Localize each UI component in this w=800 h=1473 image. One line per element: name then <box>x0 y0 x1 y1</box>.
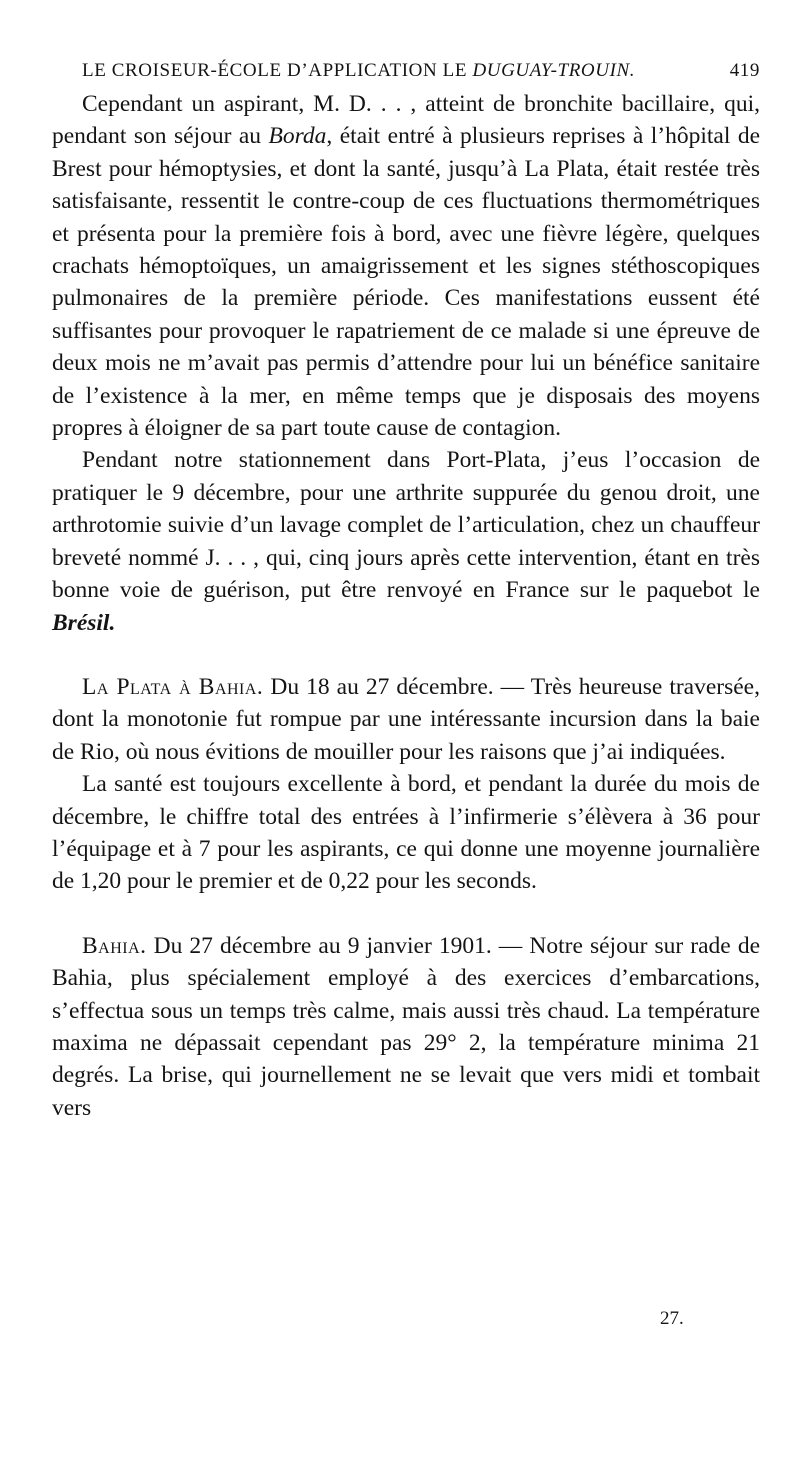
running-title <box>82 60 635 82</box>
section-heading: Bahia. <box>82 932 147 959</box>
signature-mark: 27. <box>660 1308 684 1329</box>
body-text <box>52 88 760 1124</box>
running-title-prefix: LE CROISEUR-ÉCOLE D’APPLICATION LE <box>82 60 473 81</box>
running-header <box>52 56 760 88</box>
page-number: 419 <box>729 60 760 81</box>
paragraph <box>52 88 760 444</box>
running-title-ship: DUGUAY-TROUIN. <box>472 60 636 81</box>
ship-name-bresil: Brésil. <box>52 609 116 636</box>
paragraph-text: Pendant notre stationnement dans Port-Plata, j’eus l’occasion de pratiquer le 9 décembre, pour une arthrite suppurée du genou droit, une arthrotomie suivie d’un lavage complet de l’articulation, chez un chauffeur breveté nommé J. . . , qui, cinq jours après cette intervention, étant en très bonne voie de guérison, put être renvoyé en France sur le paquebot le <box>52 447 760 604</box>
paragraph-text: Du 18 au 27 décembre. — Très heureuse traversée, dont la monotonie fut rompue par une intéressante incursion dans la baie de Rio, où nous évitions de mouiller pour les raisons que j’ai indiquées. <box>52 673 760 765</box>
section-heading: La Plata à Bahia. <box>82 673 264 700</box>
ship-name-borda: Borda <box>268 123 327 150</box>
paragraph <box>52 444 760 638</box>
paragraph-text: Cependant un aspirant, M. D. . . , atteint de bronchite bacillaire, qui, pendant son séjour au <box>52 91 760 150</box>
document-page <box>52 56 760 1124</box>
paragraph-text: , était entré à plusieurs reprises à l’hôpital de Brest pour hémoptysies, et dont la santé, jusqu’à La Plata, était restée très satisfaisante, ressentit le contre-coup de ces fluctuations thermométriques et présenta pour la première fois à bord, avec une fièvre légère, quelques crachats hémoptoïques, un amaigrissement et les signes stéthoscopiques pulmonaires de la première période. Ces manifestations eussent été suffisantes pour provoquer le rapatriement de ce malade si une épreuve de deux mois ne m’avait pas permis d’attendre pour lui un bénéfice sanitaire de l’existence à la mer, en même temps que je disposais des moyens propres à éloigner de sa part toute cause de contagion. <box>52 123 761 442</box>
paragraph <box>52 768 760 898</box>
paragraph-text: La santé est toujours excellente à bord, et pendant la durée du mois de décembre, le chiffre total des entrées à l’infirmerie s’élèvera à 36 pour l’équipage et à 7 pour les aspirants, ce qui donne une moyenne journalière de 1,20 pour le premier et de 0,22 pour les seconds. <box>52 771 760 895</box>
section-la-plata-bahia <box>52 671 760 768</box>
paragraph-text: Du 27 décembre au 9 janvier 1901. — Notre séjour sur rade de Bahia, plus spécialement employé à des exercices d’embarcations, s’effectua sous un temps très calme, mais aussi très chaud. La température maxima ne dépassait cependant pas 29° 2, la température minima 21 degrés. La brise, qui journellement ne se levait que vers midi et tombait vers <box>52 932 760 1121</box>
section-bahia <box>52 930 760 1124</box>
